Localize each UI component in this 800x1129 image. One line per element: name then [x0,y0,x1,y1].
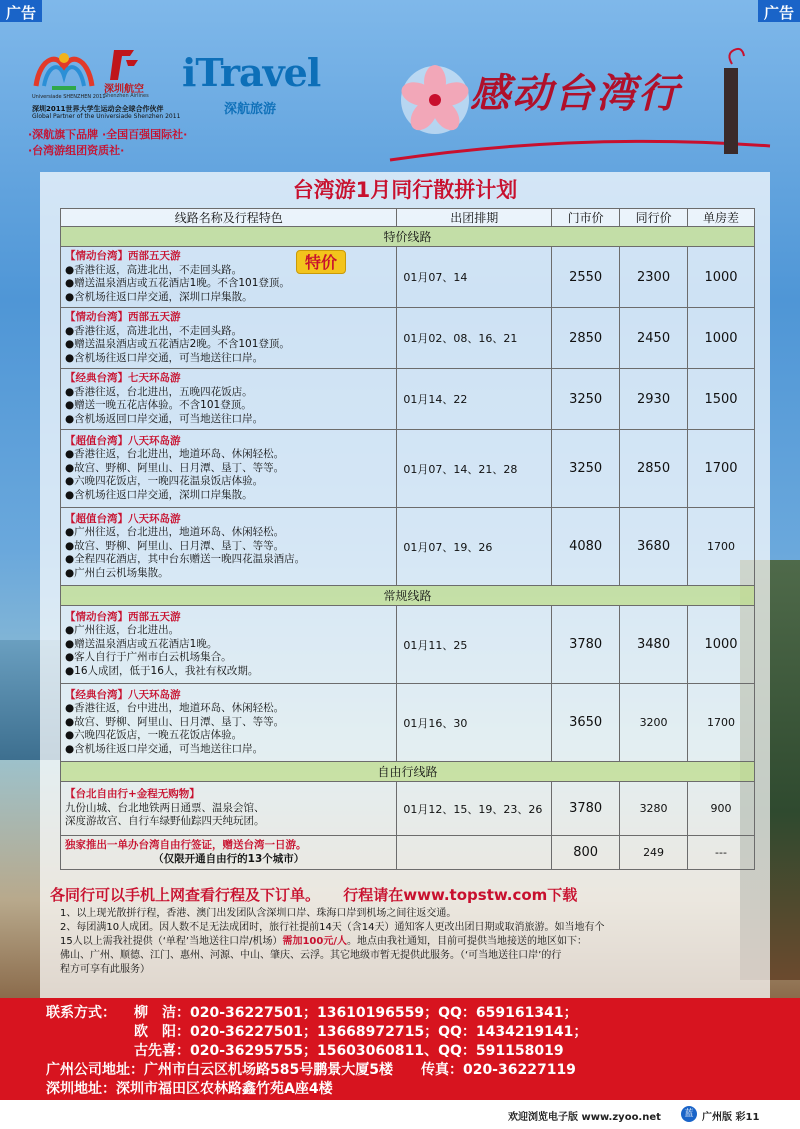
table-row [61,430,755,508]
schedule-table [60,208,755,870]
note-2b-surcharge: 需加100元/人 [282,936,347,947]
section-label: 常规线路 [61,586,755,606]
single-supplement: 1000 [688,247,755,308]
col-header-peer: 同行价 [620,209,688,227]
header [0,22,800,172]
route-feature: ●广州往返，台北进出，地道环岛、休闲轻松。 [65,526,285,539]
note-2b-post: 。地点由我社通知，目前可提供当地接送的地区如下： [346,936,587,947]
route-name: 【超值台湾】八天环岛游 [65,434,181,447]
panel-title: 台湾游1月同行散拼计划 [292,178,518,202]
route-cell [61,836,397,870]
contact-person [134,1040,564,1060]
single-supplement: --- [688,836,755,870]
download-link[interactable]: 行程请在www.topstw.com下载 [343,886,578,904]
table-row [61,508,755,586]
ad-label-right: 广告 [758,0,800,22]
route-feature: ●含机场往返口岸交通，可当地送往口岸。 [65,351,264,364]
contact-name: 古先喜： [134,1043,190,1059]
table-row [61,836,755,870]
route-feature: ●香港往返，高进北出，不走回头路。 [65,263,243,276]
route-feature: ●16人成团，低于16人，我社有权改期。 [65,664,259,677]
route-cell [61,508,397,586]
route-name: 【情动台湾】西部五天游 [65,311,181,323]
dates-cell: 01月16、30 [397,684,552,762]
route-cell [61,369,397,430]
table-row [61,606,755,684]
section-row [61,227,755,247]
contact-name: 欧 阳： [134,1024,190,1040]
dates-cell: 01月07、19、26 [397,508,552,586]
itravel-subtitle: 深航旅游 [224,102,277,117]
route-feature: ●香港往返，台中进出，地道环岛、休闲轻松。 [65,702,285,715]
peer-price: 3280 [620,782,688,836]
table-row [61,684,755,762]
edition-label: 广州版 彩11 [702,1112,760,1123]
schedule-panel [40,172,770,998]
single-supplement: 1700 [688,430,755,508]
dates-cell [397,836,552,870]
slogan-line-2: ·台湾游组团资质社· [28,144,125,157]
retail-price: 3250 [552,430,620,508]
route-name: 【台北自由行+金程无购物】 [65,788,200,801]
route-cell [61,430,397,508]
section-row [61,762,755,782]
route-name: 【经典台湾】七天环岛游 [65,372,181,384]
shenzhen-address: 深圳地址：深圳市福田区农林路鑫竹苑A座4楼 [46,1081,333,1097]
retail-price: 3780 [552,606,620,684]
section-label: 自由行线路 [61,762,755,782]
col-header-dates: 出团排期 [397,209,552,227]
route-feature: 九份山城、台北地铁两日通票、温泉会馆、 [65,801,265,814]
route-name: 【情动台湾】西部五天游 [65,250,181,262]
ad-label-left: 广告 [0,0,42,22]
retail-price: 800 [552,836,620,870]
guangzhou-address: 广州公司地址：广州市白云区机场路585号鹏景大厦5楼 传真：020-36227119 [46,1062,576,1078]
note-2d: 程方可享有此服务） [60,964,150,975]
table-header-row [61,209,755,227]
contact-name: 柳 洁： [134,1005,190,1021]
route-name: 独家推出一单办台湾自由行签证，赠送台湾一日游。 [65,839,307,851]
contact-phones[interactable]: 020-36227501；13668972715；QQ：1434219141； [190,1024,588,1040]
route-feature: ●赠送温泉酒店或五花酒店1晚。不含101登顶。 [65,277,290,289]
ebook-link[interactable]: 欢迎浏览电子版 www.zyoo.net [508,1112,661,1123]
route-feature: ●赠送一晚五花店体验。不含101登顶。 [65,399,252,411]
route-feature: ●故宫、野柳、阿里山、日月潭、垦丁、等等。 [65,715,285,728]
dates-cell: 01月11、25 [397,606,552,684]
route-cell [61,247,397,308]
col-header-route: 线路名称及行程特色 [61,209,397,227]
single-supplement: 900 [688,782,755,836]
peer-price: 3200 [620,684,688,762]
airline-name: 深圳航空 [104,84,144,95]
itravel-logo: iTravel [182,50,321,95]
route-name: 【情动台湾】西部五天游 [65,610,181,623]
retail-price: 2850 [552,308,620,369]
note-2c: 佛山、广州、顺德、江门、惠州、河源、中山、肇庆、云浮。其它地级市暂无提供此服务。（‘可当地送往口岸’的行 [60,950,562,961]
route-feature: ●广州往返，台北进出。 [65,624,180,637]
online-text: 各同行可以手机上网查看行程及下订单。 [50,886,321,904]
peer-price: 2930 [620,369,688,430]
table-row [61,369,755,430]
peer-price: 2300 [620,247,688,308]
partner-text-en: Global Partner of the Universiade Shenzhen 2011 [32,113,181,120]
route-cell [61,782,397,836]
note-2b-pre: 15人以上需我社提供（‘单程’当地送往口岸/机场） [60,936,283,947]
table-row [61,782,755,836]
contact-person [134,1002,578,1022]
single-supplement: 1000 [688,308,755,369]
online-booking-notice [50,884,577,905]
route-feature: ●广州白云机场集散。 [65,566,169,579]
retail-price: 3650 [552,684,620,762]
retail-price: 3250 [552,369,620,430]
route-feature: ●香港往返，台北进出，地道环岛、休闲轻松。 [65,448,285,461]
route-feature: 深度游故宫、自行车绿野仙踪四天纯玩团。 [65,815,265,828]
route-cell [61,308,397,369]
dates-cell: 01月07、14 [397,247,552,308]
route-feature: ●香港往返，高进北出，不走回头路。 [65,324,243,337]
contact-section [0,998,800,1100]
route-name: 【超值台湾】八天环岛游 [65,512,181,525]
route-feature: ●香港往返，台北进出，五晚四花饭店。 [65,385,253,398]
route-feature: ●赠送温泉酒店或五花酒店1晚。 [65,637,218,650]
table-row [61,308,755,369]
page-footer [0,1100,800,1129]
table-row [61,247,755,308]
route-feature: ●故宫、野柳、阿里山、日月潭、垦丁、等等。 [65,461,285,474]
retail-price: 2550 [552,247,620,308]
page-headline: 感动台湾行 [470,70,680,117]
route-feature: ●含机场往返口岸交通，深圳口岸集散。 [65,488,253,501]
single-supplement: 1500 [688,369,755,430]
single-supplement: 1700 [688,508,755,586]
airline-name-en: Shenzhen Airlines [104,93,149,99]
peer-price: 3480 [620,606,688,684]
route-cell [61,606,397,684]
route-feature: ●含机场往返口岸交通，深圳口岸集散。 [65,290,253,303]
contact-phones[interactable]: 020-36227501；13610196559；QQ：659161341； [190,1005,578,1021]
route-name: 【经典台湾】八天环岛游 [65,688,181,701]
dates-cell: 01月14、22 [397,369,552,430]
section-label: 特价线路 [61,227,755,247]
route-feature: ●六晚四花饭店，一晚五花饭店体验。 [65,729,243,742]
contact-label: 联系方式： [46,1005,116,1021]
shenzhen-airlines-logo [104,46,144,84]
route-feature: ●全程四花酒店，其中台东赠送一晚四花温泉酒店。 [65,553,306,566]
dates-cell: 01月02、08、16、21 [397,308,552,369]
publisher-logo-icon: 蓝 [681,1106,697,1122]
note-2b [60,936,587,948]
col-header-single: 单房差 [688,209,755,227]
contact-phones[interactable]: 020-36295755；15603060811、QQ：591158019 [190,1043,564,1059]
route-feature: ●含机场返回口岸交通，可当地送往口岸。 [65,412,264,425]
peer-price: 2450 [620,308,688,369]
dates-cell: 01月12、15、19、23、26 [397,782,552,836]
note-2a: 2、每团满10人成团。因人数不足无法成团时，旅行社提前14天（含14天）通知客人更改出团日期或取消旅游。如当地有个 [60,922,605,933]
peer-price: 2850 [620,430,688,508]
route-feature: （仅限开通自由行的13个城市） [153,852,305,865]
note-1: 1、以上现光散拼行程，香港、澳门出发团队含深圳口岸、珠海口岸到机场之间往返交通。 [60,908,457,919]
single-supplement: 1700 [688,684,755,762]
universiade-text: Universiade SHENZHEN 2011 [32,94,106,100]
route-cell [61,684,397,762]
retail-price: 4080 [552,508,620,586]
slogan-line-1: ·深航旗下品牌 ·全国百强国际社· [28,128,188,141]
dates-cell: 01月07、14、21、28 [397,430,552,508]
col-header-retail: 门市价 [552,209,620,227]
route-feature: ●故宫、野柳、阿里山、日月潭、垦丁、等等。 [65,539,285,552]
route-feature: ●六晚四花饭店，一晚四花温泉饭店体验。 [65,475,264,488]
route-feature: ●赠送温泉酒店或五花酒店2晚。不含101登顶。 [65,338,290,350]
single-supplement: 1000 [688,606,755,684]
retail-price: 3780 [552,782,620,836]
partner-text: 深圳2011世界大学生运动会全球合作伙伴 [32,105,164,113]
contact-person [134,1021,587,1041]
peer-price: 3680 [620,508,688,586]
peer-price: 249 [620,836,688,870]
route-feature: ●客人自行于广州市白云机场集合。 [65,651,232,664]
route-feature: ●含机场往返口岸交通，可当地送往口岸。 [65,742,264,755]
special-price-badge: 特价 [296,250,346,274]
section-row [61,586,755,606]
universiade-logo [30,46,98,92]
